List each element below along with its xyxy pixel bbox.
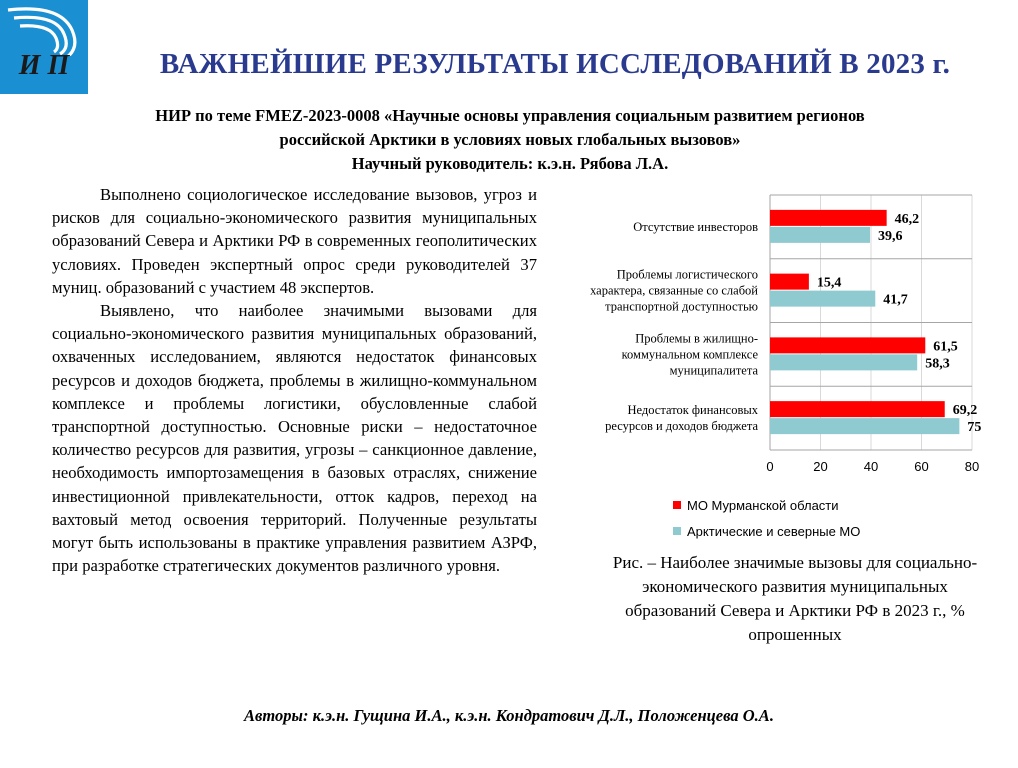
page-title: ВАЖНЕЙШИЕ РЕЗУЛЬТАТЫ ИССЛЕДОВАНИЙ В 2023 г. [159,48,951,80]
category-label: Проблемы логистического [616,267,758,282]
legend-swatch-murmansk [673,501,681,509]
legend-item-arctic [673,518,860,544]
bar-data-label: 58,3 [925,356,950,372]
subtitle-line-1: НИР по теме FMEZ-2023-0008 «Научные основы управления социальным развитием регионов [155,106,865,125]
bar-murmansk [770,274,809,290]
logo-text: И П [18,50,70,81]
bar-data-label: 75 [967,420,982,436]
x-tick-label: 0 [766,459,774,474]
bar-data-label: 39,6 [877,228,903,244]
bar-data-label: 61,5 [933,339,958,355]
institute-logo [0,0,88,94]
body-text [52,183,537,577]
bar-data-label: 15,4 [816,275,842,291]
category-label: транспортной доступностью [605,299,758,314]
category-label: коммунальном комплексе [621,347,758,362]
x-tick-label: 60 [914,459,929,474]
x-tick-label: 20 [813,459,828,474]
category-label: Отсутствие инвесторов [633,219,758,234]
authors-line: Авторы: к.э.н. Гущина И.А., к.э.н. Кондратович Д.Л., Положенцева О.А. [244,706,774,725]
bar-murmansk [770,401,945,417]
category-label: Недостаток финансовых [627,403,758,418]
legend-label-arctic: Арктические и северные МО [687,523,861,539]
bar-data-label: 69,2 [952,403,978,419]
bar-murmansk [770,337,925,353]
bar-arctic [770,291,875,307]
bar-data-label: 46,2 [894,211,920,227]
legend-item-murmansk [673,492,860,518]
bar-murmansk [770,210,887,226]
x-tick-label: 40 [863,459,879,474]
legend-label-murmansk: МО Мурманской области [687,497,839,513]
paragraph-1: Выполнено социологическое исследование вызовов, угроз и рисков для социально-экономического развития муниципальных образований Севера и Арктики РФ в современных геополитических условиях. Проведен экспертный опрос среди руководителей 37 муниц. образований с участием 48 экспертов. [52,185,537,297]
supervisor-line: Научный руководитель: к.э.н. Рябова Л.А. [351,154,669,173]
category-label: муниципалитета [669,363,758,378]
project-subtitle [20,104,1000,176]
category-label: характера, связанные со слабой [590,283,758,298]
bar-arctic [770,354,917,370]
bar-arctic [770,418,959,434]
x-tick-label: 80 [964,459,980,474]
figure-caption: Рис. – Наиболее значимые вызовы для социально-экономического развития муниципальных образований Севера и Арктики РФ в 2023 г., % опрошенных [612,553,978,644]
chart-legend [673,492,860,544]
subtitle-line-2: российской Арктики в условиях новых глобальных вызовов» [279,130,741,149]
legend-swatch-arctic [673,527,681,535]
category-label: Проблемы в жилищно- [635,331,758,346]
category-label: ресурсов и доходов бюджета [605,419,758,434]
bar-arctic [770,227,870,243]
paragraph-2: Выявлено, что наиболее значимыми вызовами для социально-экономического развития муниципальных образований, охваченных исследованием, являются недостаток финансовых ресурсов и доходов бюджета, проблемы в жилищно-коммунальном комплексе и проблемы логистики, обусловленные слабой транспортной доступностью. Основные риски – недостаточное количество ресурсов для развития, угрозы – санкционное давление, необходимость импортозамещения в базовых отраслях, снижение инвестиционной привлекательности, отток кадров, переход на вахтовый метод освоения территорий. Полученные результаты могут быть использованы в практике управления развитием АЗРФ, при разработке стратегических документов различного уровня. [52,301,537,576]
bar-data-label: 41,7 [883,292,908,308]
